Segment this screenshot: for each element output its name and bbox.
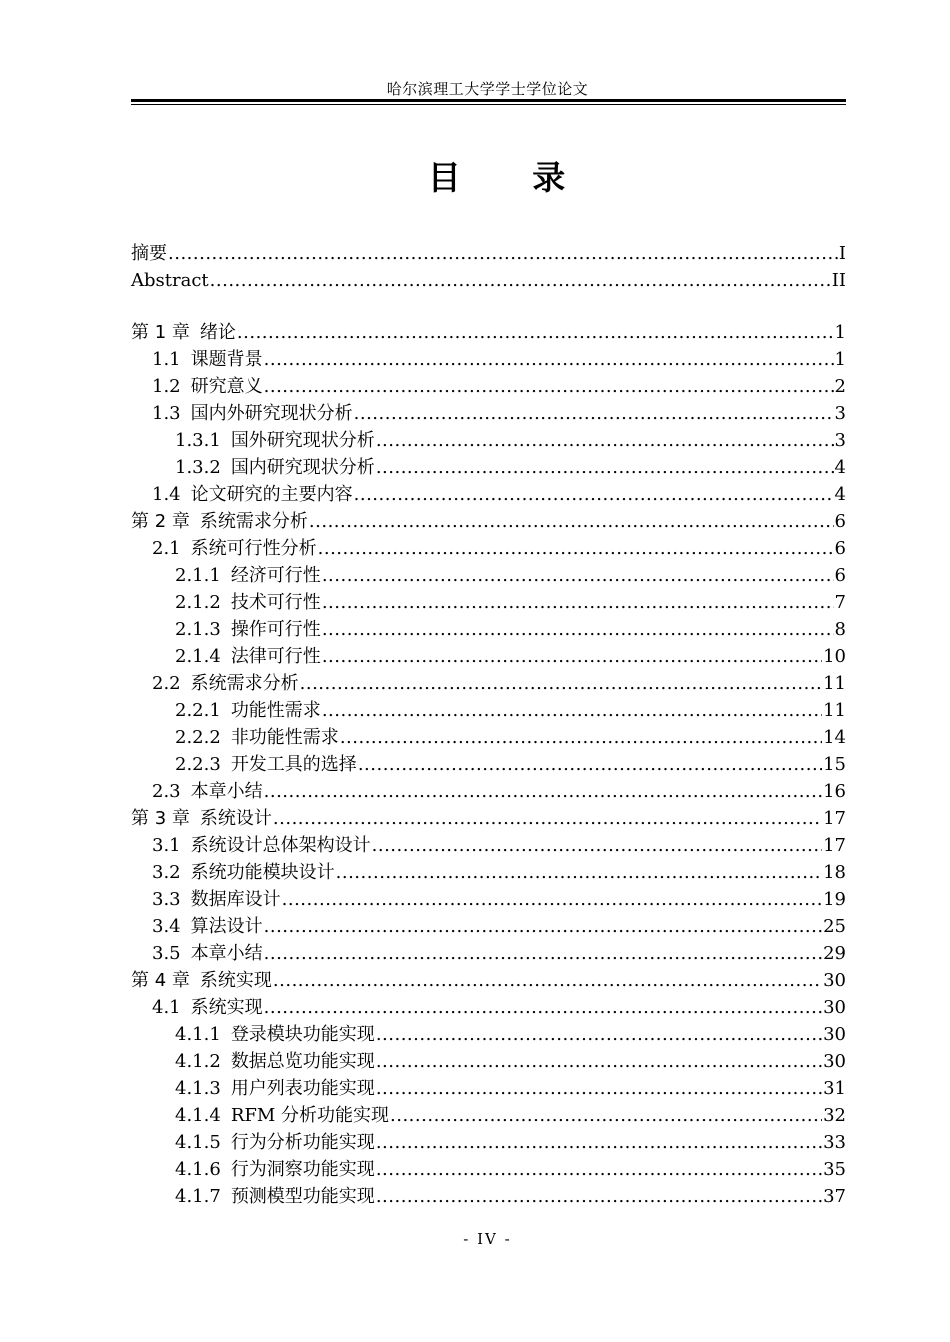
toc-entry-page: 37	[823, 1186, 846, 1207]
toc-entry-title: 系统功能模块设计	[190, 862, 335, 883]
toc-entry-number: 4.1.7	[175, 1186, 221, 1207]
toc-entry-page: 8	[834, 619, 846, 640]
toc-entry-number: 3.4	[152, 916, 181, 937]
toc-entry-title: 登录模块功能实现	[230, 1024, 375, 1045]
dot-leader	[300, 670, 822, 697]
dot-leader	[376, 427, 834, 454]
toc-entry[interactable]	[131, 1102, 846, 1129]
toc-entry-page: 6	[834, 538, 846, 559]
toc-entry-title: 绪论	[199, 322, 236, 343]
toc-entry-label	[131, 319, 236, 346]
toc-entry-title: 行为洞察功能实现	[230, 1159, 375, 1180]
toc-entry-label	[175, 1183, 375, 1210]
toc-entry-label	[175, 1075, 375, 1102]
toc-entry-page: 31	[823, 1078, 846, 1099]
toc-entry-page: 30	[823, 997, 846, 1018]
toc-entry-page: 4	[834, 484, 846, 505]
toc-entry-title: 国外研究现状分析	[230, 430, 375, 451]
dot-leader	[237, 319, 834, 346]
toc-entry-title: 系统需求分析	[190, 673, 299, 694]
header-rule-thick	[131, 99, 846, 102]
toc-entry-number: 2.3	[152, 781, 181, 802]
toc-entry-title: 系统设计总体架构设计	[190, 835, 371, 856]
toc-entry-number: 第 2 章	[131, 511, 190, 532]
dot-leader	[390, 1102, 822, 1129]
toc-entry-label	[175, 1129, 375, 1156]
toc-entry-label	[175, 616, 321, 643]
dot-leader	[264, 373, 834, 400]
toc-entry-abstract-cn[interactable]	[131, 240, 846, 267]
toc-entry[interactable]	[131, 778, 846, 805]
toc-entry-label	[175, 427, 375, 454]
dot-leader	[358, 751, 822, 778]
toc-entry-title: 系统实现	[199, 970, 272, 991]
dot-leader	[264, 778, 822, 805]
toc-entry-title: 论文研究的主要内容	[190, 484, 353, 505]
toc-entry-label	[152, 913, 263, 940]
toc-entry-page: 19	[823, 889, 846, 910]
toc-entry[interactable]	[131, 751, 846, 778]
dot-leader	[376, 1129, 822, 1156]
toc-entry-page: 18	[823, 862, 846, 883]
toc-entry-label	[175, 751, 357, 778]
toc-entry-title: 课题背景	[190, 349, 263, 370]
toc-entry-label	[175, 1048, 375, 1075]
dot-leader	[322, 562, 834, 589]
toc-entry-title: 研究意义	[190, 376, 263, 397]
toc-entry-number: 第 4 章	[131, 970, 190, 991]
toc-entry-number: 3.5	[152, 943, 181, 964]
dot-leader	[282, 886, 822, 913]
toc-entry-title: 系统实现	[190, 997, 263, 1018]
toc-entry-page: 7	[834, 592, 846, 613]
toc-entry[interactable]	[131, 967, 846, 994]
toc-entry-page: 6	[834, 565, 846, 586]
toc-entry-page: 2	[834, 376, 846, 397]
toc-entry-label	[152, 832, 371, 859]
toc-entry-number: 4.1.4	[175, 1105, 221, 1126]
dot-leader	[264, 994, 822, 1021]
toc-entry-number: 1.3	[152, 403, 181, 424]
dot-leader	[322, 643, 822, 670]
toc-entry-number: 1.4	[152, 484, 181, 505]
toc-entry-label	[175, 589, 321, 616]
toc-entry-label	[131, 805, 272, 832]
toc-entry-number: 2.1.4	[175, 646, 221, 667]
toc-entry-number: 4.1.3	[175, 1078, 221, 1099]
toc-entry[interactable]	[131, 913, 846, 940]
toc-title: 目 录	[427, 158, 596, 197]
toc-entry[interactable]	[131, 1156, 846, 1183]
toc-entry-title: 经济可行性	[230, 565, 321, 586]
toc-entry-number: 4.1	[152, 997, 181, 1018]
toc-entry[interactable]	[131, 940, 846, 967]
toc-entry-page: 25	[823, 916, 846, 937]
toc-entry[interactable]	[131, 616, 846, 643]
toc-entry-label: 摘要	[131, 243, 167, 264]
toc-entry-number: 4.1.6	[175, 1159, 221, 1180]
dot-leader	[264, 913, 822, 940]
toc-entry[interactable]	[131, 535, 846, 562]
toc-entry[interactable]	[131, 562, 846, 589]
toc-entry-page: 11	[823, 700, 846, 721]
toc-entry-title: 行为分析功能实现	[230, 1132, 375, 1153]
toc-entry-label	[152, 859, 335, 886]
toc-entry[interactable]	[131, 1048, 846, 1075]
table-of-contents	[131, 240, 846, 1210]
dot-leader	[376, 1075, 822, 1102]
toc-entry-label	[152, 994, 263, 1021]
toc-entry-page: 29	[823, 943, 846, 964]
toc-entry[interactable]	[131, 670, 846, 697]
dot-leader	[168, 240, 838, 267]
dot-leader	[340, 724, 822, 751]
toc-entry-title: 非功能性需求	[230, 727, 339, 748]
dot-leader	[322, 616, 834, 643]
toc-entry-page: 17	[823, 808, 846, 829]
toc-entry[interactable]	[131, 319, 846, 346]
page-number: - IV -	[463, 1230, 512, 1248]
toc-entry-number: 2.1.1	[175, 565, 221, 586]
toc-entry-number: 第 3 章	[131, 808, 190, 829]
running-header: 哈尔滨理工大学学士学位论文	[386, 80, 589, 98]
toc-entry-label	[175, 697, 321, 724]
toc-entry-label	[131, 508, 308, 535]
toc-entry-number: 1.3.1	[175, 430, 221, 451]
toc-entry[interactable]	[131, 1129, 846, 1156]
toc-entry-label	[175, 1156, 375, 1183]
toc-entry-label	[152, 400, 353, 427]
toc-spacer	[131, 294, 846, 319]
dot-leader	[376, 1183, 822, 1210]
toc-entry-title: 操作可行性	[230, 619, 321, 640]
toc-entry-page: II	[831, 270, 846, 291]
toc-entry-number: 2.1	[152, 538, 181, 559]
toc-entry-page: 33	[823, 1132, 846, 1153]
dot-leader	[264, 940, 822, 967]
toc-entry-title: RFM 分析功能实现	[230, 1105, 390, 1126]
toc-entry-number: 2.1.3	[175, 619, 221, 640]
dot-leader	[273, 805, 822, 832]
toc-entry-number: 1.1	[152, 349, 181, 370]
toc-entry-label	[152, 778, 263, 805]
toc-entry[interactable]	[131, 1075, 846, 1102]
toc-entry-title: 国内研究现状分析	[230, 457, 375, 478]
toc-entry-number: 3.2	[152, 862, 181, 883]
toc-entry[interactable]	[131, 859, 846, 886]
toc-entry[interactable]	[131, 994, 846, 1021]
toc-entry[interactable]	[131, 697, 846, 724]
toc-entry-page: 1	[834, 322, 846, 343]
toc-entry-title: 本章小结	[190, 781, 263, 802]
toc-entry-page: 14	[823, 727, 846, 748]
toc-entry-number: 4.1.1	[175, 1024, 221, 1045]
dot-leader	[264, 346, 834, 373]
toc-entry-title: 预测模型功能实现	[230, 1186, 375, 1207]
toc-entry-page: 4	[834, 457, 846, 478]
toc-entry-label	[152, 670, 299, 697]
toc-entry-page: 15	[823, 754, 846, 775]
dot-leader	[372, 832, 822, 859]
dot-leader	[309, 508, 834, 535]
toc-entry[interactable]	[131, 1183, 846, 1210]
toc-entry-number: 4.1.2	[175, 1051, 221, 1072]
toc-entry-label	[175, 454, 375, 481]
toc-entry-title: 法律可行性	[230, 646, 321, 667]
toc-entry-page: 16	[823, 781, 846, 802]
toc-entry-label	[152, 346, 263, 373]
toc-entry-label	[175, 1102, 389, 1129]
toc-entry-number: 1.3.2	[175, 457, 221, 478]
toc-entry-label	[175, 724, 339, 751]
dot-leader	[376, 454, 834, 481]
toc-entry-label	[152, 481, 353, 508]
toc-entry-page: 11	[823, 673, 846, 694]
toc-entry-label	[152, 373, 263, 400]
toc-entry-number: 2.2	[152, 673, 181, 694]
toc-entry-number: 3.3	[152, 889, 181, 910]
toc-entry[interactable]	[131, 427, 846, 454]
toc-entry-title: 用户列表功能实现	[230, 1078, 375, 1099]
toc-entry-title: 技术可行性	[230, 592, 321, 613]
toc-entry[interactable]	[131, 454, 846, 481]
toc-entry[interactable]	[131, 886, 846, 913]
toc-entry-title: 数据总览功能实现	[230, 1051, 375, 1072]
toc-entry[interactable]	[131, 589, 846, 616]
toc-entry-title: 本章小结	[190, 943, 263, 964]
dot-leader	[354, 481, 834, 508]
toc-entry[interactable]	[131, 508, 846, 535]
toc-entry-label	[175, 562, 321, 589]
toc-entry[interactable]	[131, 373, 846, 400]
toc-entry-page: 30	[823, 1024, 846, 1045]
toc-entry[interactable]	[131, 643, 846, 670]
toc-entry-title: 国内外研究现状分析	[190, 403, 353, 424]
toc-entry-page: 32	[823, 1105, 846, 1126]
toc-entry-title: 系统设计	[199, 808, 272, 829]
toc-entry-title: 功能性需求	[230, 700, 321, 721]
toc-entry-number: 1.2	[152, 376, 181, 397]
dot-leader	[273, 967, 822, 994]
toc-entry-number: 第 1 章	[131, 322, 190, 343]
dot-leader	[210, 267, 831, 294]
toc-entry-label	[152, 886, 281, 913]
toc-entry[interactable]	[131, 805, 846, 832]
toc-entry-title: 数据库设计	[190, 889, 281, 910]
dot-leader	[354, 400, 834, 427]
toc-entry-number: 2.2.2	[175, 727, 221, 748]
toc-entry-page: 30	[823, 1051, 846, 1072]
toc-entry-number: 3.1	[152, 835, 181, 856]
toc-entry-number: 2.1.2	[175, 592, 221, 613]
toc-entry-abstract-en[interactable]	[131, 267, 846, 294]
toc-entry-number: 2.2.3	[175, 754, 221, 775]
toc-entry[interactable]	[131, 400, 846, 427]
toc-entry[interactable]	[131, 1021, 846, 1048]
toc-entry-label: Abstract	[131, 270, 209, 291]
dot-leader	[318, 535, 834, 562]
dot-leader	[376, 1048, 822, 1075]
toc-entry-title: 算法设计	[190, 916, 263, 937]
toc-entry-title: 系统需求分析	[199, 511, 308, 532]
header-rule-thin	[131, 104, 846, 105]
dot-leader	[322, 589, 834, 616]
toc-entry-page: 3	[834, 403, 846, 424]
toc-entry-label	[175, 643, 321, 670]
toc-entry-page: 35	[823, 1159, 846, 1180]
dot-leader	[322, 697, 822, 724]
toc-entry-page: 17	[823, 835, 846, 856]
toc-entry-label	[175, 1021, 375, 1048]
toc-entry[interactable]	[131, 346, 846, 373]
toc-entry-page: 30	[823, 970, 846, 991]
toc-entry[interactable]	[131, 724, 846, 751]
toc-entry[interactable]	[131, 481, 846, 508]
toc-entries	[131, 319, 846, 1210]
toc-entry-number: 4.1.5	[175, 1132, 221, 1153]
toc-entry-page: 3	[834, 430, 846, 451]
toc-entry-page: 10	[823, 646, 846, 667]
dot-leader	[376, 1156, 822, 1183]
dot-leader	[336, 859, 822, 886]
toc-entry-page: 6	[834, 511, 846, 532]
dot-leader	[376, 1021, 822, 1048]
toc-entry-number: 2.2.1	[175, 700, 221, 721]
toc-entry-page: I	[838, 243, 846, 264]
toc-entry-label	[152, 940, 263, 967]
toc-entry-label	[131, 967, 272, 994]
toc-entry-label	[152, 535, 317, 562]
toc-entry-title: 开发工具的选择	[230, 754, 357, 775]
toc-entry-page: 1	[834, 349, 846, 370]
toc-entry[interactable]	[131, 832, 846, 859]
toc-entry-title: 系统可行性分析	[190, 538, 317, 559]
